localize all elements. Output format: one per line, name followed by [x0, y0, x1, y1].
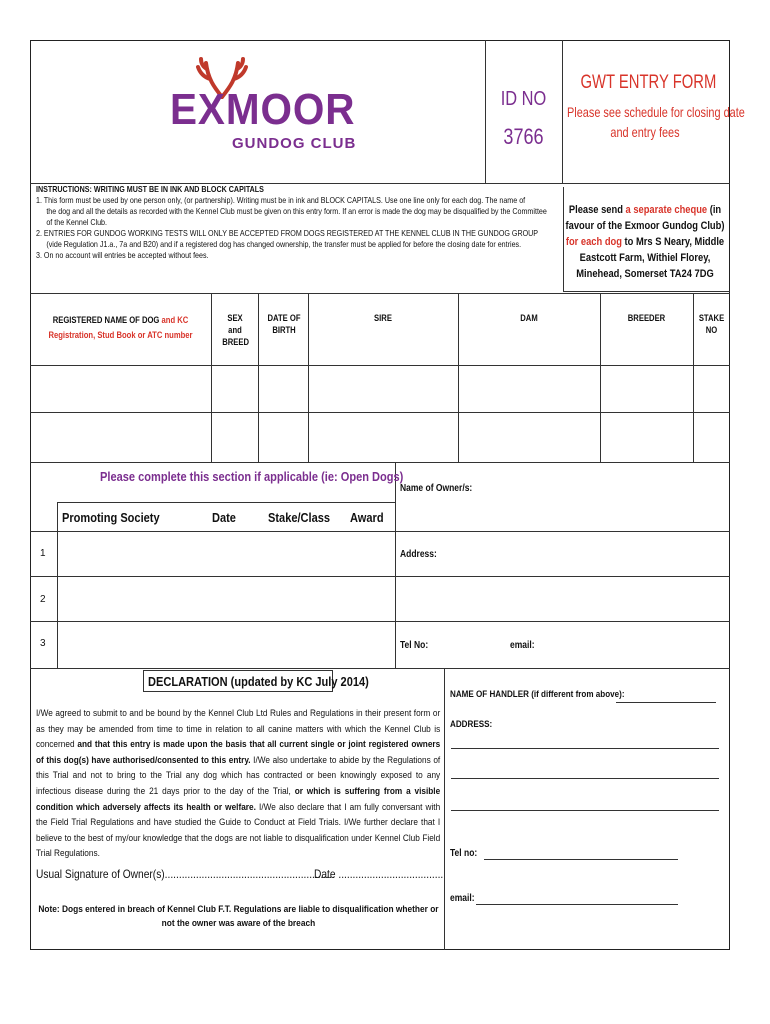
- row-number-3: 3: [40, 638, 46, 649]
- handler-name-field[interactable]: [616, 702, 716, 703]
- owner-name-label: Name of Owner/s:: [400, 483, 473, 494]
- open-dog-row-3[interactable]: [58, 622, 394, 667]
- col-header-dob: DATE OF BIRTH: [267, 313, 301, 335]
- handler-tel-field[interactable]: [484, 859, 678, 860]
- instruction-2-line1: 2. ENTRIES FOR GUNDOG WORKING TESTS WILL ONLY BE ACCEPTED FROM DOGS REGISTERED AT THE KENNEL CLUB IN THE GUNDOG GROUP: [36, 228, 539, 238]
- form-subtitle-line1: Please see schedule for closing date: [567, 104, 745, 120]
- instructions-heading: INSTRUCTIONS: WRITING MUST BE IN INK AND BLOCK CAPITALS: [36, 184, 264, 194]
- instruction-1-line1: 1. This form must be used by one person only, (or partnership). Writing must be in ink and BLOCK CAPITALS. Use one line only for each dog. The name of: [36, 195, 526, 205]
- handler-address-label: ADDRESS:: [450, 719, 493, 730]
- id-number: 3766: [503, 124, 544, 149]
- handler-email-label: email:: [450, 893, 475, 904]
- handler-name-label: NAME OF HANDLER (if different from above):: [450, 689, 625, 700]
- declaration-note: Note: Dogs entered in breach of Kennel Club F.T. Regulations are liable to disqualification whether or not the owner was aware of the breach: [38, 904, 439, 929]
- col-award: Award: [350, 510, 384, 525]
- owner-name-field[interactable]: [490, 470, 725, 526]
- instruction-2-line2: (vide Regulation J1.a., 7a and B20) and if a registered dog has changed ownership, the transfer must be applied for before the closing date for entries.: [46, 239, 522, 249]
- date-line[interactable]: Date .....................................: [314, 867, 444, 881]
- form-subtitle-line2: and entry fees: [610, 124, 680, 140]
- owner-email-label: email:: [510, 640, 535, 651]
- col-header-sex-breed: SEX and BREED: [222, 313, 250, 347]
- open-dog-row-1[interactable]: [58, 532, 394, 575]
- instruction-3: 3. On no account will entries be accepted without fees.: [36, 250, 209, 260]
- handler-address-line-3[interactable]: [451, 810, 719, 811]
- instruction-1-line3: of the Kennel Club.: [46, 217, 108, 227]
- declaration-heading-box: [143, 670, 369, 692]
- col-header-breeder: BREEDER: [627, 313, 666, 323]
- owner-tel-label: Tel No:: [400, 640, 429, 651]
- instruction-1-line2: the dog and all the details as recorded with the Kennel Club must be given on this entry form. If an error is made the dog may be disqualified by the Committee: [46, 206, 547, 216]
- col-header-dam: DAM: [520, 313, 538, 323]
- instructions-block: [36, 184, 636, 261]
- declaration-heading: DECLARATION (updated by KC July 2014): [148, 674, 369, 689]
- declaration-text: I/We agreed to submit to and be bound by the Kennel Club Ltd Rules and Regulations in their present form or as they may be amended from time to time in relation to all canine matters with which the Kennel Club is concerned and that this entry is made upon the basis that all current single or joint registered owners of this dog(s) have authorised/consented to this entry. I/We also undertake to abide by the Regulations of this Trial and not to bring to the Trial any dog which has contracted or been knowingly exposed to any infectious disease during the 21 days prior to the day of the Trial, or which is suffering from a visible condition which adversely affects its health or welfare. I/We also declare that I am fully conversant with the Field Trial Regulations and have studied the Guide to Conduct at Field Trials. I/We further declare that I believe to the best of my/our knowledge that the dogs are not liable to disqualification under Kennel Club Field Trial Regulations.: [36, 708, 441, 860]
- exmoor-logo: [170, 55, 355, 160]
- logo-gundog-text: GUNDOG CLUB: [232, 135, 357, 152]
- logo-exmoor-text: EXMOOR: [170, 85, 356, 134]
- handler-email-field[interactable]: [476, 904, 678, 905]
- row-number-1: 1: [40, 548, 46, 559]
- open-dogs-heading: Please complete this section if applicable (ie: Open Dogs): [100, 469, 404, 484]
- form-title: GWT ENTRY FORM: [580, 72, 717, 93]
- handler-address-line-1[interactable]: [451, 748, 719, 749]
- owner-address-field[interactable]: [445, 535, 725, 617]
- col-header-dog-name: REGISTERED NAME OF DOG and KC Registration, Stud Book or ATC number: [48, 315, 193, 340]
- owner-email-field[interactable]: [545, 628, 725, 662]
- signature-line[interactable]: Usual Signature of Owner(s)............................................................: [36, 867, 335, 881]
- col-header-sire: SIRE: [374, 313, 392, 323]
- col-header-stake: STAKE NO: [698, 313, 725, 335]
- col-date: Date: [212, 510, 236, 525]
- payment-text: Please send a separate cheque (in favour of the Exmoor Gundog Club) for each dog to Mrs S Neary, Middle Eastcott Farm, Withiel Florey, Minehead, Somerset TA24 7DG: [565, 204, 725, 280]
- owner-tel-field[interactable]: [435, 628, 505, 662]
- handler-address-line-2[interactable]: [451, 778, 719, 779]
- handler-tel-label: Tel no:: [450, 848, 478, 859]
- owner-address-label: Address:: [400, 549, 437, 560]
- dog-entry-row-1[interactable]: [31, 366, 729, 411]
- col-promoting-society: Promoting Society: [62, 510, 160, 525]
- open-dog-row-2[interactable]: [58, 577, 394, 620]
- dog-entry-row-2[interactable]: [31, 413, 729, 461]
- id-no-label: ID NO: [500, 88, 547, 110]
- row-number-2: 2: [40, 594, 46, 605]
- col-stake-class: Stake/Class: [268, 510, 331, 525]
